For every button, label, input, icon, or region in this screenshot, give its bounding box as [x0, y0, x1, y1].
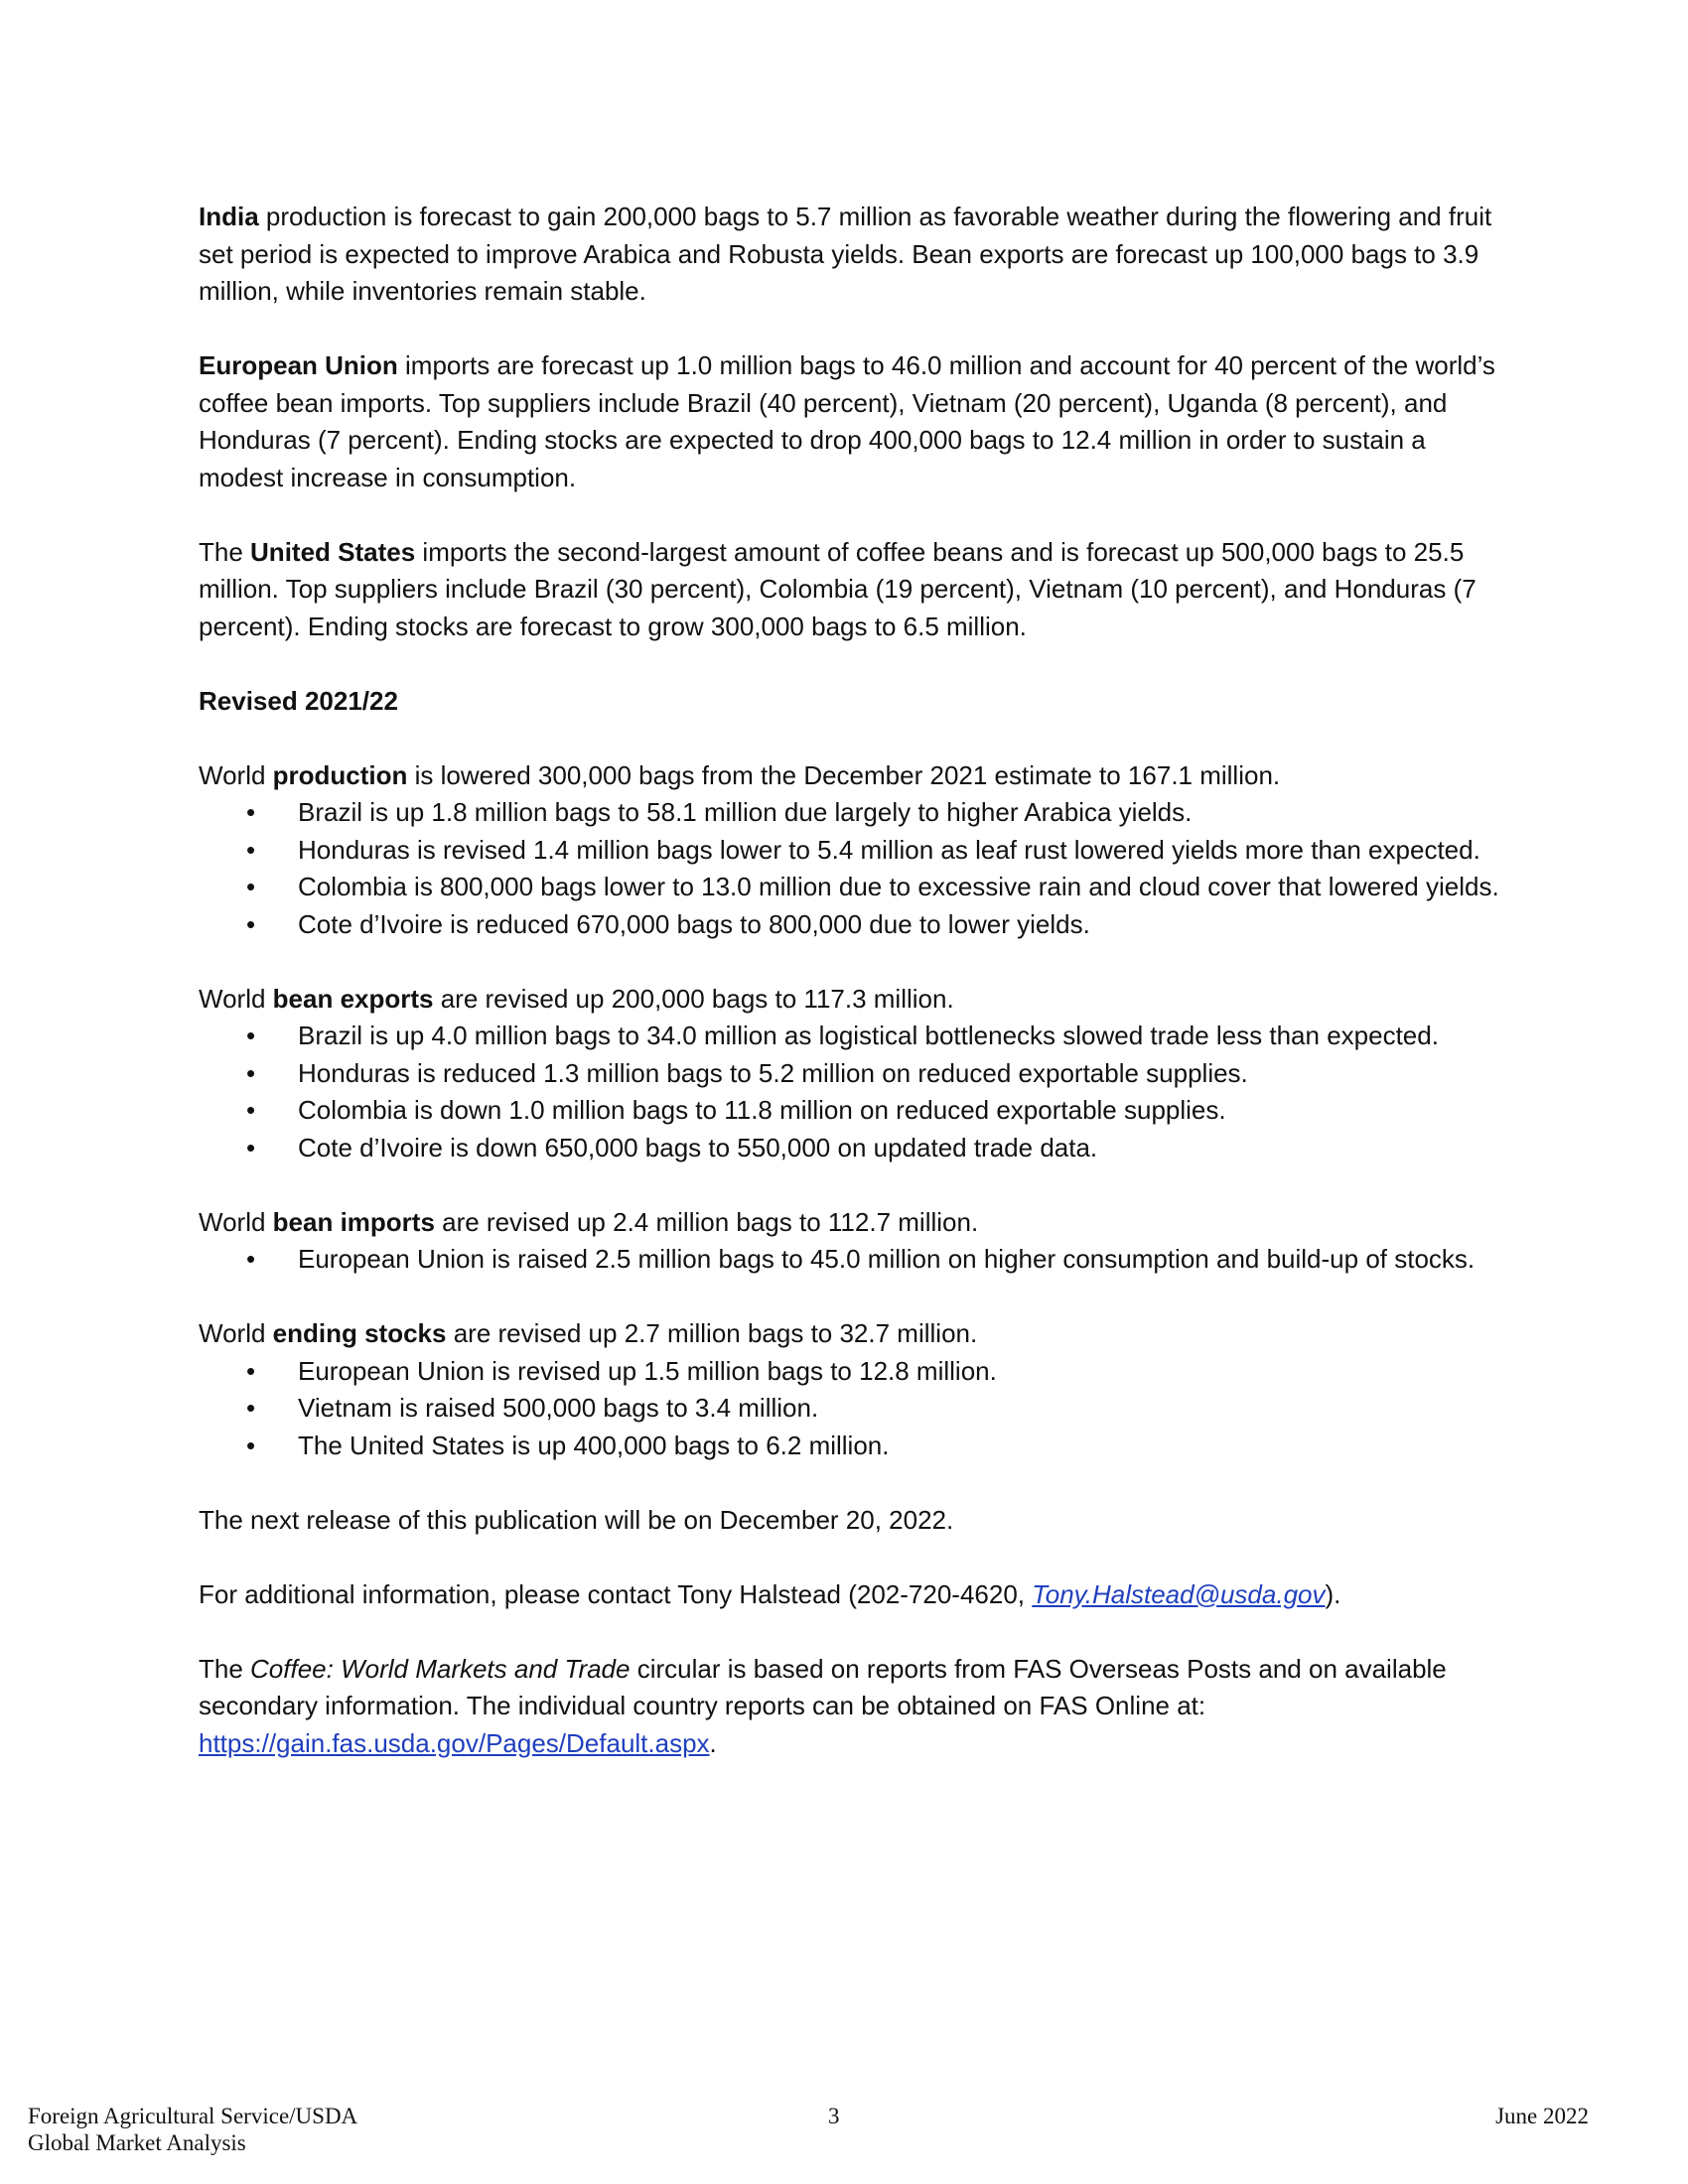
section-bean-imports — [199, 1204, 1499, 1279]
us-paragraph — [199, 534, 1499, 646]
list-item: • Cote d’Ivoire is down 650,000 bags to 550,000 on updated trade data. — [199, 1130, 1499, 1167]
us-label: United States — [250, 536, 416, 567]
section-bean-exports — [199, 981, 1499, 1167]
revised-heading: Revised 2021/22 — [199, 685, 398, 716]
section-text: are revised up 2.4 million bags to 112.7 million. — [434, 1206, 979, 1237]
list-item: • Vietnam is raised 500,000 bags to 3.4 million. — [199, 1390, 1499, 1428]
bullet-list — [199, 794, 1499, 943]
us-pre: The — [199, 536, 251, 567]
section-lead — [199, 1204, 1499, 1242]
circular-post: . — [709, 1727, 717, 1758]
section-pre: World — [199, 759, 273, 790]
bullet-list — [199, 1018, 1499, 1166]
bullet-list — [199, 1353, 1499, 1465]
section-label: bean exports — [272, 983, 434, 1014]
next-release: The next release of this publication will be on December 20, 2022. — [199, 1504, 954, 1535]
circular-text: circular is based on reports from FAS Overseas Posts and on available secondary information. The individual country reports can be obtained on FAS Online at: — [199, 1653, 1447, 1720]
section-text: are revised up 2.7 million bags to 32.7 million. — [446, 1318, 978, 1348]
section-production — [199, 757, 1499, 944]
section-pre: World — [199, 983, 273, 1014]
gain-link[interactable]: https://gain.fas.usda.gov/Pages/Default.aspx — [199, 1727, 710, 1758]
section-label: production — [272, 759, 408, 790]
eu-paragraph — [199, 347, 1499, 496]
list-item: • The United States is up 400,000 bags to 6.2 million. — [199, 1428, 1499, 1465]
section-label: ending stocks — [272, 1318, 447, 1348]
section-ending-stocks — [199, 1315, 1499, 1464]
circular-pre: The — [199, 1653, 251, 1684]
document-body — [199, 199, 1499, 1800]
email-link[interactable]: Tony.Halstead@usda.gov — [1032, 1578, 1326, 1609]
page-number: 3 — [828, 2104, 840, 2128]
circular-paragraph — [199, 1651, 1499, 1763]
list-item: • Colombia is down 1.0 million bags to 11.8 million on reduced exportable supplies. — [199, 1092, 1499, 1130]
circular-title: Coffee: World Markets and Trade — [250, 1653, 631, 1684]
section-pre: World — [199, 1206, 273, 1237]
footer-line-2: Global Market Analysis — [28, 2130, 246, 2155]
list-item: • Honduras is revised 1.4 million bags lower to 5.4 million as leaf rust lowered yields more than expected. — [199, 832, 1499, 870]
section-lead — [199, 981, 1499, 1019]
list-item: • Honduras is reduced 1.3 million bags to 5.2 million on reduced exportable supplies. — [199, 1055, 1499, 1093]
us-text: imports the second-largest amount of coffee beans and is forecast up 500,000 bags to 25.5 million. Top suppliers include Brazil (30 percent), Colombia (19 percent), Vietnam (10 percent), and Honduras (7 percent). Ending stocks are forecast to grow 300,000 bags to 6.5 million. — [199, 536, 1477, 641]
bullet-list — [199, 1241, 1499, 1279]
footer-line-1: Foreign Agricultural Service/USDA — [28, 2104, 358, 2128]
india-text: production is forecast to gain 200,000 bags to 5.7 million as favorable weather during the flowering and fruit set period is expected to improve Arabica and Robusta yields. Bean exports are forecast up 100,000 bags to 3.9 million, while inventories remain stable. — [199, 202, 1492, 306]
section-lead — [199, 1315, 1499, 1353]
list-item: • Brazil is up 1.8 million bags to 58.1 million due largely to higher Arabica yields. — [199, 794, 1499, 832]
list-item: • Colombia is 800,000 bags lower to 13.0 million due to excessive rain and cloud cover that lowered yields. — [199, 869, 1499, 906]
india-label: India — [199, 202, 259, 231]
list-item: • European Union is raised 2.5 million bags to 45.0 million on higher consumption and build-up of stocks. — [199, 1241, 1499, 1279]
list-item: • Brazil is up 4.0 million bags to 34.0 million as logistical bottlenecks slowed trade less than expected. — [199, 1018, 1499, 1055]
footer-date: June 2022 — [1495, 2104, 1589, 2128]
section-label: bean imports — [272, 1206, 435, 1237]
list-item: • European Union is revised up 1.5 million bags to 12.8 million. — [199, 1353, 1499, 1391]
contact-post: ). — [1325, 1578, 1341, 1609]
footer-agency — [28, 2103, 357, 2156]
eu-label: European Union — [199, 350, 398, 380]
contact-paragraph — [199, 1576, 1499, 1614]
list-item: • Cote d’Ivoire is reduced 670,000 bags to 800,000 due to lower yields. — [199, 906, 1499, 944]
section-pre: World — [199, 1318, 273, 1348]
india-paragraph — [199, 199, 1499, 311]
section-text: is lowered 300,000 bags from the December 2021 estimate to 167.1 million. — [407, 759, 1281, 790]
section-text: are revised up 200,000 bags to 117.3 million. — [433, 983, 954, 1014]
section-lead — [199, 757, 1499, 795]
eu-text: imports are forecast up 1.0 million bags to 46.0 million and account for 40 percent of the world’s coffee bean imports. Top suppliers include Brazil (40 percent), Vietnam (20 percent), Uganda (8 percent), and Honduras (7 percent). Ending stocks are expected to drop 400,000 bags to 12.4 million in order to sustain a modest increase in consumption. — [199, 350, 1495, 492]
contact-pre: For additional information, please contact Tony Halstead (202-720-4620, — [199, 1578, 1033, 1609]
